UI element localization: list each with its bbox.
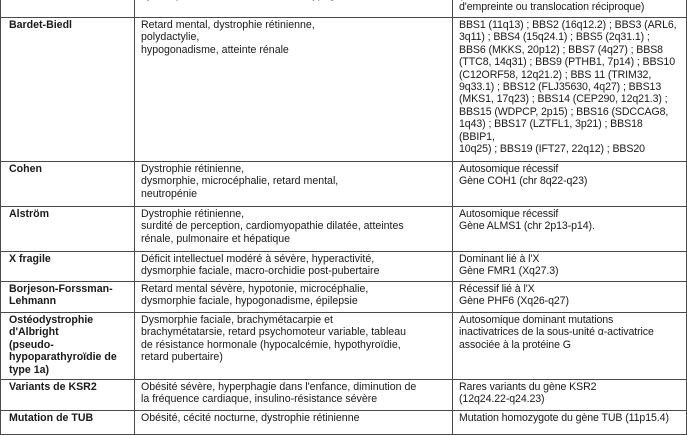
table-row bbox=[1, 282, 687, 313]
symptoms-cell: Dysmorphie faciale, brachymétacarpie et brachymétatarsie, retard psychomoteur variable, tableau de résistance hormonale (hypocalcémie, hypothyroïdie, retard pubertaire) bbox=[135, 313, 453, 380]
syndrome-name-cell: Cohen bbox=[1, 162, 135, 207]
symptoms-cell: Dystrophie rétinienne, surdité de perception, cardiomyopathie dilatée, atteintes rénale, pulmonaire et hépatique bbox=[135, 207, 453, 252]
table-row bbox=[1, 18, 687, 162]
syndrome-name-cell: Ostéodystrophie d'Albright (pseudo-hypoparathyroïdie de type 1a) bbox=[1, 313, 135, 380]
symptoms-cell: Obésité sévère, hyperphagie dans l'enfance, diminution de la fréquence cardiaque, insulino-résistance sévère bbox=[135, 380, 453, 411]
syndrome-name-cell: Variants de KSR2 bbox=[1, 380, 135, 411]
table-row bbox=[1, 411, 687, 435]
syndrome-name-cell bbox=[1, 0, 135, 18]
table-row bbox=[1, 0, 687, 18]
genetics-cell: BBS1 (11q13) ; BBS2 (16q12.2) ; BBS3 (ARL6, 3q11) ; BBS4 (15q24.1) ; BBS5 (2q31.1) ; BBS6 (MKKS, 20p12) ; BBS7 (4q27) ; BBS8 (TTC8, 14q31) ; BBS9 (PTHB1, 7p14) ; BBS10 (C12ORF58, 12q21.2) ; BBS 11 (TRIM32, 9q33.1) ; BBS12 (FLJ35630, 4q27) ; BBS13 (MKS1, 17q23) ; BBS14 (CEP290, 12q21.3) ; BBS15 (WDPCP, 2p15) ; BBS16 (SDCCAG8, 1q43) ; BBS17 (LZTFL1, 3p21) ; BBS18 (BBIP1, 10q25) ; BBS19 (IFT27, 22q12) ; BBS20 bbox=[453, 18, 687, 162]
table-row bbox=[1, 313, 687, 380]
syndrome-name-cell: X fragile bbox=[1, 252, 135, 282]
genetics-cell: Rares variants du gène KSR2 (12q24.22-q24.23) bbox=[453, 380, 687, 411]
table-row bbox=[1, 380, 687, 411]
symptoms-cell: Déficit intellectuel modéré à sévère, hyperactivité, dysmorphie faciale, macro-orchidie post-pubertaire bbox=[135, 252, 453, 282]
symptoms-cell bbox=[135, 0, 453, 18]
genetics-cell: d'empreinte ou translocation réciproque) bbox=[453, 0, 687, 18]
genetics-cell: Autosomique récessif Gène COH1 (chr 8q22-q23) bbox=[453, 162, 687, 207]
syndrome-name-cell: Bardet-Biedl bbox=[1, 18, 135, 162]
genetics-cell: Dominant lié à l'X Gène FMR1 (Xq27.3) bbox=[453, 252, 687, 282]
table-row bbox=[1, 162, 687, 207]
symptoms-cell: Obésité, cécité nocturne, dystrophie rétinienne bbox=[135, 411, 453, 435]
syndromes-table-body bbox=[1, 0, 687, 435]
table-row bbox=[1, 207, 687, 252]
genetics-cell: Autosomique dominant mutations inactivatrices de la sous-unité α-activatrice associée à la protéine G bbox=[453, 313, 687, 380]
syndrome-name-cell: Alström bbox=[1, 207, 135, 252]
genetics-cell: Mutation homozygote du gène TUB (11p15.4) bbox=[453, 411, 687, 435]
symptoms-cell: Dystrophie rétinienne, dysmorphie, microcéphalie, retard mental, neutropénie bbox=[135, 162, 453, 207]
syndrome-name-cell: Borjeson-Forssman-Lehmann bbox=[1, 282, 135, 313]
table-row bbox=[1, 252, 687, 282]
syndrome-name-cell: Mutation de TUB bbox=[1, 411, 135, 435]
genetics-cell: Récessif lié à l'X Gène PHF6 (Xq26-q27) bbox=[453, 282, 687, 313]
symptoms-cell: Retard mental sévère, hypotonie, microcéphalie, dysmorphie faciale, hypogonadisme, épilepsie bbox=[135, 282, 453, 313]
genetics-cell: Autosomique récessif Gène ALMS1 (chr 2p13-p14). bbox=[453, 207, 687, 252]
symptoms-cell: Retard mental, dystrophie rétinienne, polydactylie, hypogonadisme, atteinte rénale bbox=[135, 18, 453, 162]
